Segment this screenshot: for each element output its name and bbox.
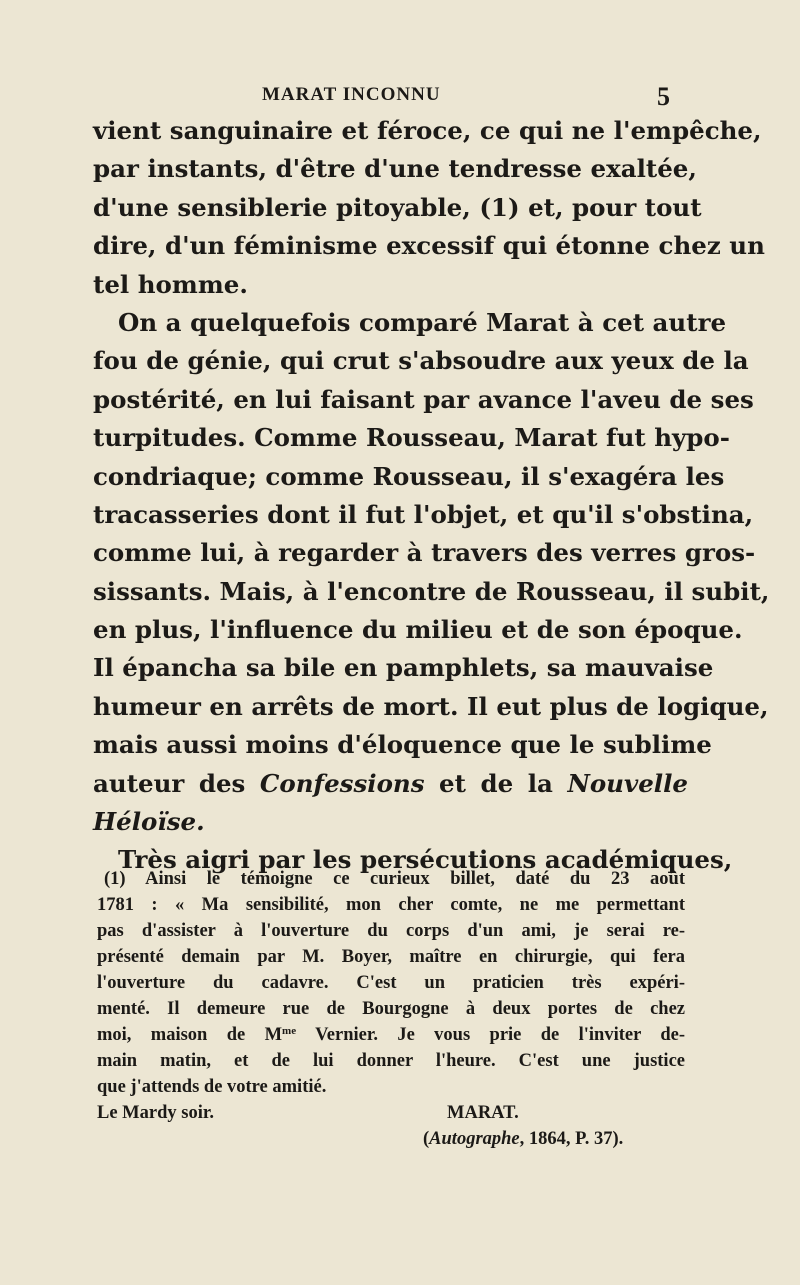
superscript: me: [282, 1025, 297, 1037]
text-line: dire, d'un féminisme excessif qui étonne chez un: [93, 231, 765, 261]
text-line: humeur en arrêts de mort. Il eut plus de logique,: [93, 691, 769, 721]
text-line: Il épancha sa bile en pamphlets, sa mauvaise: [93, 653, 714, 683]
footnote-line: pas d'assister à l'ouverture du corps d'un ami, je serai re-: [97, 921, 685, 941]
citation-line: [97, 1126, 685, 1152]
footnote-line: présenté demain par M. Boyer, maître en chirurgie, qui fera: [97, 947, 685, 967]
page-number: 5: [657, 82, 670, 111]
text-line: tel homme.: [93, 269, 248, 299]
text-fragment: Vernier. Je vous prie de l'inviter de-: [296, 1025, 685, 1045]
text-line: tracasseries dont il fut l'objet, et qu'il s'obstina,: [93, 499, 754, 529]
text-line: vient sanguinaire et féroce, ce qui ne l'empêche,: [93, 116, 762, 145]
text-line: turpitudes. Comme Rousseau, Marat fut hypo-: [93, 423, 730, 453]
citation-rest: , 1864, P. 37).: [519, 1129, 624, 1149]
footnote-line: [97, 1022, 685, 1048]
work-title-heloise: Héloïse.: [93, 807, 205, 837]
text-line: Très aigri par les persécutions académiques,: [118, 845, 733, 875]
footnote-line: (1) Ainsi le témoigne ce curieux billet, daté du 23 août: [104, 869, 685, 889]
text-line: postérité, en lui faisant par avance l'aveu de ses: [93, 384, 754, 414]
work-title-nouvelle: Nouvelle: [567, 768, 689, 798]
text-line: condriaque; comme Rousseau, il s'exagéra les: [93, 461, 725, 491]
footnote-line: 1781 : « Ma sensibilité, mon cher comte, ne me permettant: [97, 895, 685, 915]
text-line: [93, 803, 688, 841]
text-fragment: auteur des: [93, 768, 246, 798]
running-head: [90, 84, 670, 114]
text-line: fou de génie, qui crut s'absoudre aux yeux de la: [93, 346, 749, 376]
text-fragment: moi, maison de M: [97, 1025, 283, 1045]
footnote-line: l'ouverture du cadavre. C'est un praticien très expéri-: [97, 973, 685, 993]
text-line: comme lui, à regarder à travers des verres gros-: [93, 538, 756, 568]
text-line: en plus, l'influence du milieu et de son époque.: [93, 615, 743, 645]
footnote: [97, 866, 685, 1152]
work-title-confessions: Confessions: [259, 768, 425, 798]
citation-paren: (: [423, 1129, 430, 1149]
signoff-line: [97, 1100, 685, 1126]
text-line: mais aussi moins d'éloquence que le sublime: [93, 730, 712, 760]
footnote-line: menté. Il demeure rue de Bourgogne à deux portes de chez: [97, 999, 685, 1019]
running-title: MARAT INCONNU: [262, 84, 441, 105]
footnote-line: que j'attends de votre amitié.: [97, 1077, 327, 1097]
text-line: On a quelquefois comparé Marat à cet autre: [118, 307, 727, 337]
text-line: [93, 765, 688, 803]
footnote-line: main matin, et de lui donner l'heure. C'est une justice: [97, 1051, 685, 1071]
text-line: d'une sensiblerie pitoyable, (1) et, pour tout: [93, 192, 702, 222]
text-line: sissants. Mais, à l'encontre de Rousseau, il subit,: [93, 576, 770, 606]
citation-title: Autographe: [429, 1129, 520, 1149]
text-line: par instants, d'être d'une tendresse exaltée,: [93, 154, 697, 184]
main-text: [93, 112, 770, 880]
signoff-date: Le Mardy soir.: [97, 1103, 214, 1123]
text-fragment: et de la: [439, 768, 553, 798]
signoff-signature: MARAT.: [447, 1103, 519, 1123]
